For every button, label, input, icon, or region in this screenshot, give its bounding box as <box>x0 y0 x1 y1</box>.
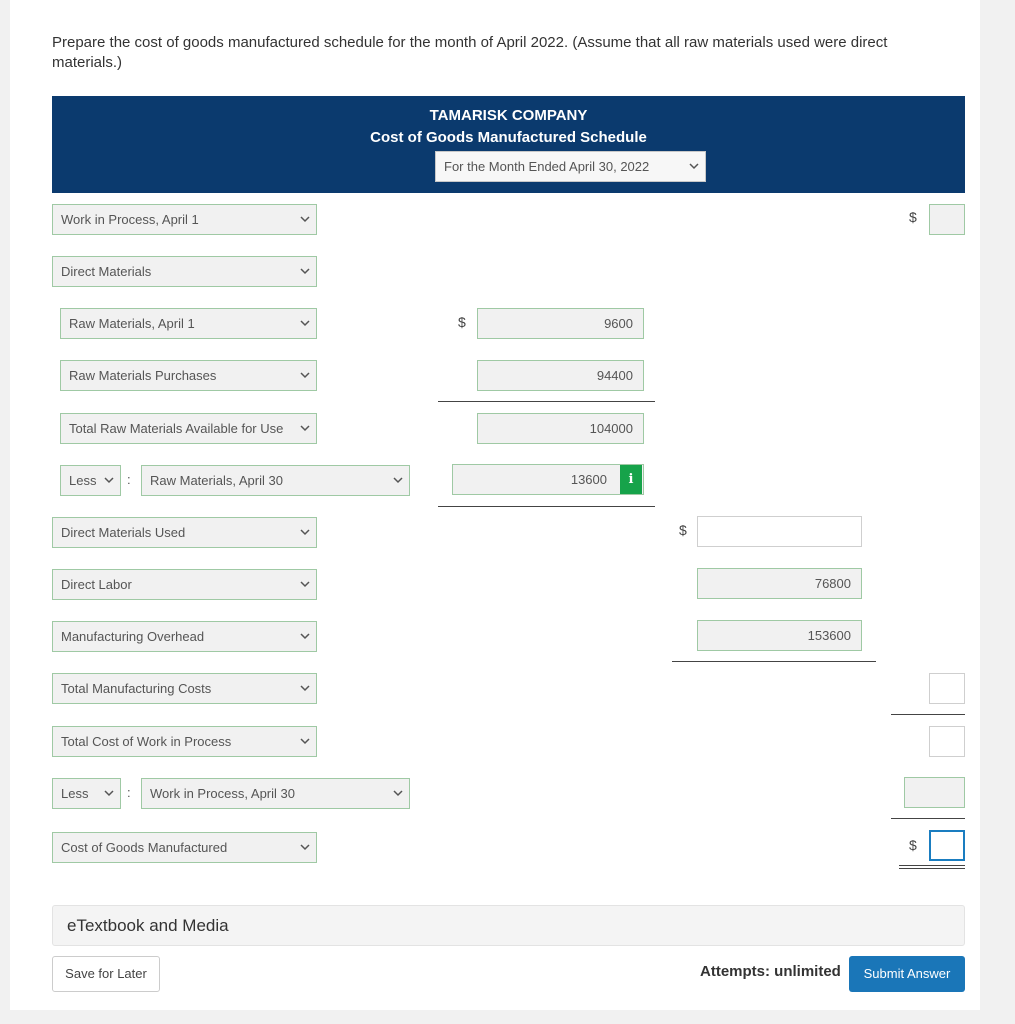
period-select[interactable] <box>435 151 706 182</box>
colon: : <box>127 472 131 487</box>
chevron-down-icon <box>300 423 310 433</box>
chevron-down-icon <box>300 527 310 537</box>
chevron-down-icon <box>300 266 310 276</box>
raw-end-input[interactable]: 13600 <box>452 464 644 495</box>
less-select-2[interactable] <box>52 778 121 809</box>
schedule-title: Cost of Goods Manufactured Schedule <box>370 129 647 146</box>
subtotal-line <box>891 818 965 819</box>
overhead-label: Manufacturing Overhead <box>61 629 205 644</box>
less-label-2: Less <box>61 786 89 801</box>
direct-materials-select[interactable] <box>52 256 317 287</box>
etextbook-media-link[interactable]: eTextbook and Media <box>52 905 965 946</box>
chevron-down-icon <box>300 370 310 380</box>
wip-begin-label: Work in Process, April 1 <box>61 212 199 227</box>
raw-begin-label: Raw Materials, April 1 <box>69 316 195 331</box>
raw-end-label: Raw Materials, April 30 <box>150 473 283 488</box>
total-wip-select[interactable] <box>52 726 317 757</box>
attempts-text: Attempts: unlimited <box>700 963 841 980</box>
cogm-select[interactable] <box>52 832 317 863</box>
less-select[interactable] <box>60 465 121 496</box>
dollar-sign: $ <box>909 837 917 853</box>
chevron-down-icon <box>300 579 310 589</box>
raw-begin-input[interactable]: 9600 <box>477 308 644 339</box>
total-mfg-select[interactable] <box>52 673 317 704</box>
wip-begin-select[interactable] <box>52 204 317 235</box>
total-raw-label: Total Raw Materials Available for Use <box>69 421 284 436</box>
chevron-down-icon <box>393 475 403 485</box>
subtotal-line <box>438 401 655 402</box>
raw-purchases-label: Raw Materials Purchases <box>69 368 217 383</box>
total-wip-input[interactable] <box>929 726 965 757</box>
double-underline <box>899 865 965 866</box>
direct-labor-input[interactable]: 76800 <box>697 568 862 599</box>
dm-used-label: Direct Materials Used <box>61 525 186 540</box>
raw-begin-select[interactable] <box>60 308 317 339</box>
less-label: Less <box>69 473 97 488</box>
chevron-down-icon <box>393 788 403 798</box>
schedule-header <box>52 96 965 193</box>
wip-begin-input[interactable] <box>929 204 965 235</box>
chevron-down-icon <box>300 683 310 693</box>
wip-end-input[interactable] <box>904 777 965 808</box>
raw-purchases-input[interactable]: 94400 <box>477 360 644 391</box>
colon: : <box>127 785 131 800</box>
raw-purchases-select[interactable] <box>60 360 317 391</box>
chevron-down-icon <box>300 318 310 328</box>
period-select-value: For the Month Ended April 30, 2022 <box>444 159 650 174</box>
save-for-later-button[interactable]: Save for Later <box>52 956 160 992</box>
dollar-sign: $ <box>458 314 466 330</box>
dollar-sign: $ <box>679 522 687 538</box>
direct-materials-label: Direct Materials <box>61 264 152 279</box>
chevron-down-icon <box>300 214 310 224</box>
total-wip-label: Total Cost of Work in Process <box>61 734 232 749</box>
subtotal-line <box>891 714 965 715</box>
cogm-input[interactable] <box>929 830 965 861</box>
chevron-down-icon <box>300 842 310 852</box>
info-icon[interactable]: i <box>620 465 642 494</box>
subtotal-line <box>438 506 655 507</box>
dollar-sign: $ <box>909 209 917 225</box>
dm-used-input[interactable] <box>697 516 862 547</box>
overhead-select[interactable] <box>52 621 317 652</box>
submit-answer-button[interactable]: Submit Answer <box>849 956 965 992</box>
total-mfg-input[interactable] <box>929 673 965 704</box>
chevron-down-icon <box>300 631 310 641</box>
subtotal-line <box>672 661 876 662</box>
company-name: TAMARISK COMPANY <box>429 107 588 124</box>
double-underline <box>899 868 965 869</box>
cogm-label: Cost of Goods Manufactured <box>61 840 228 855</box>
direct-labor-select[interactable] <box>52 569 317 600</box>
chevron-down-icon <box>104 475 114 485</box>
overhead-input[interactable]: 153600 <box>697 620 862 651</box>
instructions-text: Prepare the cost of goods manufactured schedule for the month of April 2022. (Assume that all raw materials used were direct materials.) <box>52 34 888 71</box>
wip-end-label: Work in Process, April 30 <box>150 786 295 801</box>
chevron-down-icon <box>104 788 114 798</box>
chevron-down-icon <box>689 161 699 171</box>
total-raw-input[interactable]: 104000 <box>477 413 644 444</box>
dm-used-select[interactable] <box>52 517 317 548</box>
direct-labor-label: Direct Labor <box>61 577 132 592</box>
raw-end-select[interactable] <box>141 465 410 496</box>
chevron-down-icon <box>300 736 310 746</box>
wip-end-select[interactable] <box>141 778 410 809</box>
total-raw-select[interactable] <box>60 413 317 444</box>
total-mfg-label: Total Manufacturing Costs <box>61 681 212 696</box>
